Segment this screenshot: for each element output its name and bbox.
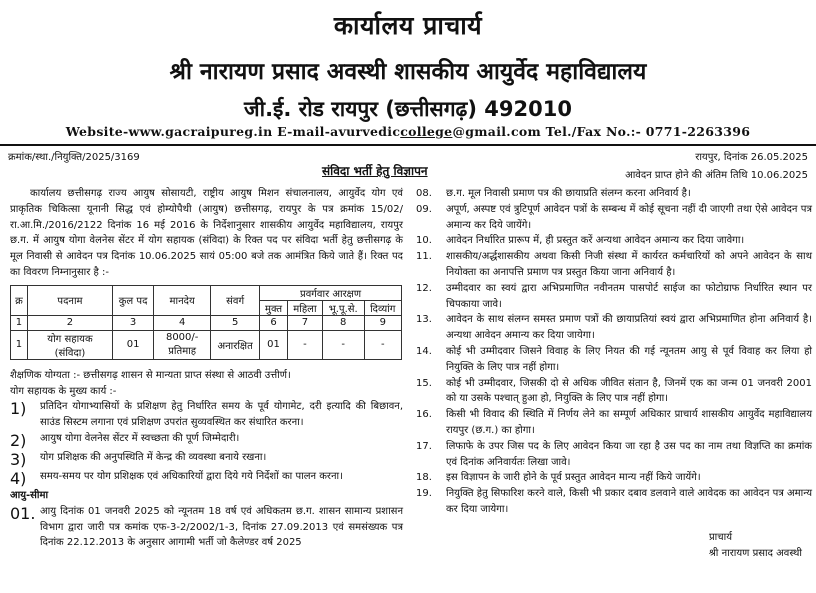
table-cell: 3 [112,315,153,330]
list-item [416,312,812,344]
th-post: पदनाम [27,285,112,315]
item-number: 4) [10,468,27,488]
th-total: कुल पद [112,285,153,315]
item-number: 17. [416,440,432,452]
table-cell: - [287,330,322,359]
item-number: 16. [416,409,432,421]
table-cell: 6 [260,315,288,330]
table-cell: अनारक्षित [211,330,260,359]
table-cell: 01 [260,330,288,359]
item-text: आवेदन के साथ संलग्न समस्त प्रमाण पत्रों की छायाप्रतियां स्वयं द्वारा अभिप्रमाणित होना अनिवार्य है। अन्यथा आवेदन अमान्य कर दिया जायेगा। [446,314,812,342]
item-text: इस विज्ञापन के जारी होने के पूर्व प्रस्तुत आवेदन मान्य नहीं किये जायेंगे। [446,472,701,484]
item-text: प्रतिदिन योगाभ्यासियों के प्रशिक्षण हेतु निर्धारित समय के पूर्व योगामेट, दरी इत्यादि की बिछावन, साउंड सिस्टम लगाना एवं प्रशिक्षण उपरांत सुव्यवस्थित कर संधारित करना। [40,401,403,429]
list-item [416,486,812,518]
table-cell: 01 [112,330,153,359]
th-women: महिला [287,300,322,315]
item-text: अपूर्ण, अस्पष्ट एवं त्रुटिपूर्ण आवेदन पत्रों के सम्बन्ध में कोई सूचना नहीं दी जाएगी तथा ऐसे आवेदन पत्र अमान्य कर दिये जायेंगे। [446,203,812,231]
item-text: समय-समय पर योग प्रशिक्षक एवं अधिकारियों द्वारा दिये गये निर्देशों का पालन करना। [40,470,343,482]
last-date: आवेदन प्राप्त होने की अंतिम तिथि 10.06.2025 [625,170,808,181]
contact-line [0,124,816,139]
list-item [10,399,403,431]
item-number: 18. [416,472,432,484]
list-item [10,469,403,488]
signature-name: श्री नारायण प्रसाद अवस्थी [708,547,802,559]
th-category: संवर्ग [211,285,260,315]
th-open: मुक्त [260,300,288,315]
item-number: 3) [10,449,27,469]
left-column [10,186,403,551]
list-item [416,344,812,376]
item-number: 19. [416,488,432,500]
table-cell: 8 [322,315,364,330]
table-cell: 8000/- प्रतिमाह [154,330,211,359]
item-number: 10. [416,235,432,247]
list-item [416,233,812,249]
office-title: कार्यालय प्राचार्य [333,11,483,40]
list-item [10,450,403,469]
list-item [416,249,812,281]
table-cell: 2 [27,315,112,330]
th-disabled: दिव्यांग [364,300,401,315]
item-text: छ.ग. मूल निवासी प्रमाण पत्र की छायाप्रति संलग्न करना अनिवार्य है। [446,188,691,199]
signature-role: प्राचार्य [708,531,732,543]
list-item [416,376,812,408]
item-text: लिफाफे के उपर जिस पद के लिए आवेदन किया जा रहा है उस पद का नाम तथा विज्ञप्ति का क्रमांक एवं दिनांक अनिवार्यतः लिखा जावे। [446,440,812,468]
contact-text: Website-www.gacraipureg.in E-mail-avurvediccollege@gmail.com Tel./Fax No.:- 0771-2263396 [65,124,751,139]
th-sno: क्र [11,285,28,315]
list-item [416,202,812,234]
advertisement-title: संविदा भर्ती हेतु विज्ञापन [322,164,428,178]
item-text: कोई भी उम्मीदवार, जिसकी दो से अधिक जीवित संतान है, जिनमें एक का जन्म 01 जनवरी 2001 को या उसके पश्चात् हुआ हो, नियुक्ति के लिए पात्र नहीं होगा। [446,377,812,405]
th-salary: मानदेय [154,285,211,315]
table-cell: 5 [211,315,260,330]
vacancy-table [10,285,402,360]
item-number: 08. [416,188,432,199]
list-item [10,504,403,551]
table-number-row [11,315,402,330]
issue-date: रायपुर, दिनांक 26.05.2025 [695,152,808,163]
th-reservation: प्रवर्गवार आरक्षण [260,285,402,300]
item-text: योग प्रशिक्षक की अनुपस्थिति में केन्द्र की व्यवस्था बनाये रखना। [40,451,267,463]
duties-list [10,399,403,488]
item-number: 01. [10,503,36,523]
item-text: शासकीय/अर्द्धशासकीय अथवा किसी निजी संस्था में कार्यरत कर्मचारियों को अपने आवेदन के साथ नियोक्ता का अनापत्ति प्रमाण पत्र प्रस्तुत किया जाना अनिवार्य है। [446,251,812,278]
item-text: आवेदन निर्धारित प्रारूप में, ही प्रस्तुत करें अन्यथा आवेदन अमान्य कर दिया जावेगा। [446,235,745,247]
item-text: कोई भी उम्मीदवार जिसने विवाह के लिए नियत की गई न्यूनतम आयु से पूर्व विवाह कर लिया हो नियुक्ति के लिए पात्र नहीं होगा। [446,345,812,373]
item-number: 14. [416,345,432,357]
reference-number: क्रमांक/स्था./नियुक्ति/2025/3169 [8,152,140,163]
item-number: 2) [10,430,27,450]
table-cell: 1 [11,315,28,330]
list-item [416,439,812,471]
list-item [416,186,812,202]
item-text: आयुष योगा वेलनेस सेंटर में स्वच्छता की पूर्ण जिम्मेदारी। [40,432,240,444]
list-item [10,431,403,450]
table-cell: 1 [11,330,28,359]
item-number: 09. [416,203,432,215]
item-number: 15. [416,377,432,389]
list-item [416,281,812,313]
item-text: उम्मीदवार का स्वयं द्वारा अभिप्रमाणित नवीनतम पासपोर्ट साईज का फोटोग्राफ निर्धारित स्थान पर चिपकाया जावे। [446,282,812,310]
table-cell: - [322,330,364,359]
item-number: 1) [10,399,27,419]
list-item [416,470,812,486]
table-cell: 7 [287,315,322,330]
list-item [416,407,812,439]
th-ex-servicemen: भू.पू.से. [322,300,364,315]
intro-paragraph: कार्यालय छत्तीसगढ़ राज्य आयुष सोसायटी, राष्ट्रीय आयुष मिशन संचालनालय, आयुर्वेद योग एवं प्राकृतिक चिकित्सा यूनानी सिद्ध एवं होम्योपैथी (आयुष) छत्तीसगढ़, रायपुर के पत्र क्रमांक 15/02/रा.आ.मि./2016/2122 दिनांक 16 मई 2016 के निर्देशानुसार शासकीय आयुर्वेद महाविद्यालय, रायपुर छ.ग. में आयुष योगा वेलनेस सेंटर में योग सहायक (संविदा) के रिक्त पद पर संविदा भर्ती हेतु छत्तीसगढ़ के मूल निवासी से आवेदन पत्र दिनांक 10.06.2025 सायं 05:00 बजे तक आमंत्रित किये जाते हैं। रिक्त पद का विवरण निम्नानुसार है :- [10,188,403,278]
table-row [11,330,402,359]
item-text: आयु दिनांक 01 जनवरी 2025 को न्यूनतम 18 वर्ष एवं अधिकतम छ.ग. शासन सामान्य प्रशासन विभाग द्वारा जारी पत्र कमांक एफ-3-2/2002/1-3, दिनांक 27.09.2013 एवं समसंख्यक पत्र दिनांक 22.12.2013 के अनुसार आगामी भर्ती जो कैलेण्डर वर्ष 2025 [40,505,403,549]
duties-title: योग सहायक के मुख्य कार्य :- [10,385,117,397]
item-text: नियुक्ति हेतु सिफारिश करने वाले, किसी भी प्रकार दबाव डलवाने वाले आवेदक का आवेदन पत्र अमान्य कर दिया जायेगा। [446,488,812,515]
college-address: जी.ई. रोड रायपुर (छत्तीसगढ़) 492010 [244,97,572,121]
qualification: शैक्षणिक योग्यता :- छत्तीसगढ़ शासन से मान्यता प्राप्त संस्था से आठवी उत्तीर्ण। [10,369,291,381]
age-title: आयु-सीमा [10,489,49,501]
header-divider [0,144,816,146]
table-cell: - [364,330,401,359]
item-number: 12. [416,282,432,294]
item-text: किसी भी विवाद की स्थिति में निर्णय लेने का सम्पूर्ण अधिकार प्राचार्य शासकीय आयुर्वेद महाविद्यालय रायपुर (छ.ग.) का होगा। [446,409,812,436]
item-number: 11. [416,251,432,263]
table-cell: योग सहायक (संविदा) [27,330,112,359]
right-column [416,186,812,561]
item-number: 13. [416,314,432,326]
table-cell: 4 [154,315,211,330]
table-cell: 9 [364,315,401,330]
college-name: श्री नारायण प्रसाद अवस्थी शासकीय आयुर्वेद महाविद्यालय [169,59,647,85]
